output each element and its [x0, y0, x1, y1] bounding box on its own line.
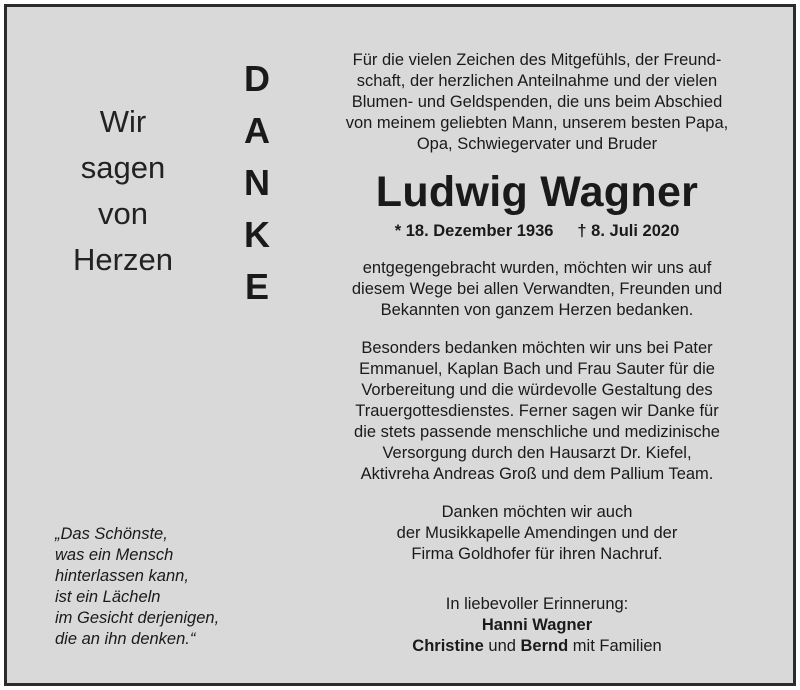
- danke-vertical: [229, 53, 285, 313]
- special-line: Vorbereitung und die würdevolle Gestaltung des: [361, 381, 713, 399]
- quote-line: was ein Mensch: [55, 546, 174, 564]
- quote-line: „Das Schönste,: [55, 525, 168, 543]
- intro-line: schaft, der herzlichen Anteilnahme und der vielen: [356, 72, 718, 90]
- music-line: Danken möchten wir auch: [441, 503, 633, 521]
- life-dates: [312, 221, 762, 242]
- intro-line: Blumen- und Geldspenden, die uns beim Abschied: [351, 93, 723, 111]
- deceased-name: Ludwig Wagner: [375, 168, 699, 216]
- special-line: Trauergottesdienstes. Ferner sagen wir Danke für: [355, 402, 719, 420]
- special-line: Emmanuel, Kaplan Bach und Frau Sauter für die: [359, 360, 715, 378]
- intro-paragraph: [312, 50, 762, 155]
- special-line: Besonders bedanken möchten wir uns bei Pater: [361, 339, 713, 357]
- left-heading-line: von: [98, 196, 148, 231]
- danke-letter: N: [244, 162, 270, 203]
- left-heading-line: sagen: [80, 150, 166, 185]
- closing-line: In liebevoller Erinnerung:: [445, 595, 629, 613]
- thanks-line: entgegengebracht wurden, möchten wir uns auf: [362, 259, 712, 277]
- danke-letter: D: [244, 58, 270, 99]
- quote-line: die an ihn denken.“: [55, 630, 196, 648]
- danke-letter: A: [244, 110, 270, 151]
- intro-line: Opa, Schwiegervater und Bruder: [416, 135, 658, 153]
- quote-line: im Gesicht derjenigen,: [55, 609, 220, 627]
- music-line: Firma Goldhofer für ihren Nachruf.: [411, 545, 663, 563]
- closing: [312, 594, 762, 657]
- main-text: [312, 50, 762, 657]
- quote: [55, 524, 275, 650]
- danke-letter: E: [244, 266, 269, 307]
- special-line: die stets passende menschliche und medizinische: [354, 423, 720, 441]
- signer-christine: Christine: [412, 637, 484, 655]
- intro-line: Für die vielen Zeichen des Mitgefühls, der Freund-: [352, 51, 722, 69]
- intro-line: von meinem geliebten Mann, unserem besten Papa,: [345, 114, 729, 132]
- danke-letter: K: [244, 214, 270, 255]
- thanks-line: diesem Wege bei allen Verwandten, Freunden und: [351, 280, 723, 298]
- signer-hanni: Hanni Wagner: [481, 616, 593, 634]
- thanks-paragraph: [312, 258, 762, 321]
- birth-date: * 18. Dezember 1936: [394, 222, 554, 240]
- signer-suffix: mit Familien: [572, 637, 662, 655]
- music-line: der Musikkapelle Amendingen und der: [396, 524, 678, 542]
- obituary-card: [4, 4, 796, 686]
- signer-bernd: Bernd: [520, 637, 569, 655]
- signer-connector: und: [488, 637, 516, 655]
- signer-family-line: [312, 636, 762, 657]
- special-thanks-paragraph: [312, 338, 762, 485]
- thanks-line: Bekannten von ganzem Herzen bedanken.: [380, 301, 694, 319]
- death-date: † 8. Juli 2020: [577, 222, 680, 240]
- special-line: Versorgung durch den Hausarzt Dr. Kiefel,: [382, 444, 692, 462]
- quote-line: ist ein Lächeln: [55, 588, 161, 606]
- left-heading-line: Wir: [99, 104, 147, 139]
- left-heading: [47, 99, 199, 283]
- quote-line: hinterlassen kann,: [55, 567, 189, 585]
- left-heading-line: Herzen: [73, 242, 173, 277]
- special-line: Aktivreha Andreas Groß und dem Pallium Team.: [360, 465, 714, 483]
- music-thanks-paragraph: [312, 502, 762, 565]
